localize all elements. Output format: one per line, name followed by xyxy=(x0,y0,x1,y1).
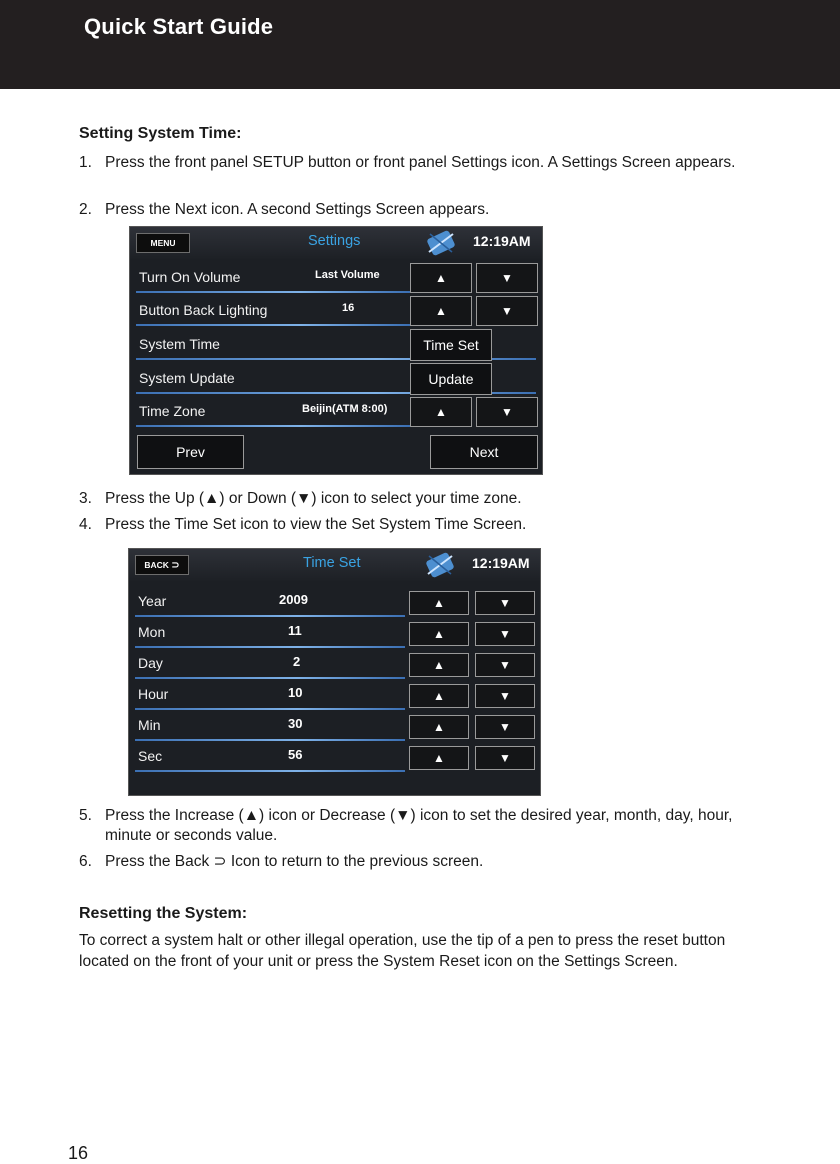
time-label: Hour xyxy=(138,686,169,702)
section-heading-resetting: Resetting the System: xyxy=(79,905,248,922)
back-label: BACK xyxy=(144,560,169,570)
setting-row-turn-on-volume xyxy=(130,263,542,293)
time-row-min xyxy=(129,711,540,741)
row-divider xyxy=(136,291,410,293)
page-number: 16 xyxy=(68,1143,89,1163)
increase-button[interactable]: ▲ xyxy=(409,653,469,677)
setting-label: Turn On Volume xyxy=(139,269,241,285)
row-divider xyxy=(136,425,410,427)
time-label: Mon xyxy=(138,624,166,640)
decrease-button[interactable]: ▼ xyxy=(475,653,535,677)
step-text: Press the Back ⊃ Icon to return to the previous screen. xyxy=(105,853,484,870)
decrease-button[interactable]: ▼ xyxy=(475,715,535,739)
setting-row-time-zone xyxy=(130,397,542,427)
setting-row-system-update xyxy=(130,364,542,394)
satellite-icon xyxy=(426,230,456,256)
step-number: 1. xyxy=(79,154,92,171)
reset-instructions: To correct a system halt or other illegal operation, use the tip of a pen to press the reset button located on the front of your unit or press the System Reset icon on the Settings Screen. xyxy=(79,932,726,970)
back-arrow-icon: ⊃ xyxy=(171,560,180,571)
setting-value: 16 xyxy=(342,302,355,314)
step-text: Press the front panel SETUP button or front panel Settings icon. A Settings Screen appears. xyxy=(105,154,736,171)
step-text: Press the Increase (▲) icon or Decrease (▼) icon to set the desired year, month, day, hour, minute or seconds value. xyxy=(105,807,733,844)
setting-value: Last Volume xyxy=(315,269,380,281)
down-arrow-button[interactable]: ▼ xyxy=(476,296,538,326)
decrease-button[interactable]: ▼ xyxy=(475,622,535,646)
row-divider xyxy=(135,615,405,617)
satellite-icon xyxy=(425,552,455,578)
time-value: 11 xyxy=(288,623,302,638)
step-1 xyxy=(79,153,779,193)
up-arrow-button[interactable]: ▲ xyxy=(410,397,472,427)
row-divider xyxy=(135,770,405,772)
time-set-button[interactable]: Time Set xyxy=(410,329,492,361)
step-number: 5. xyxy=(79,807,92,824)
decrease-button[interactable]: ▼ xyxy=(475,746,535,770)
time-label: Min xyxy=(138,717,161,733)
setting-value: Beijin(ATM 8:00) xyxy=(302,403,388,415)
decrease-button[interactable]: ▼ xyxy=(475,684,535,708)
increase-button[interactable]: ▲ xyxy=(409,684,469,708)
time-value: 10 xyxy=(288,685,303,700)
settings-screen xyxy=(129,226,543,475)
time-value: 2 xyxy=(293,654,301,669)
up-arrow-button[interactable]: ▲ xyxy=(410,296,472,326)
setting-label: Time Zone xyxy=(139,403,206,419)
time-set-screen xyxy=(128,548,541,796)
time-row-year xyxy=(129,587,540,617)
step-number: 2. xyxy=(79,201,92,218)
setting-label: Button Back Lighting xyxy=(139,302,268,318)
increase-button[interactable]: ▲ xyxy=(409,622,469,646)
time-value: 56 xyxy=(288,747,303,762)
step-text: Press the Up (▲) or Down (▼) icon to select your time zone. xyxy=(105,490,522,507)
step-number: 4. xyxy=(79,516,92,533)
page-header xyxy=(0,0,840,89)
down-arrow-button[interactable]: ▼ xyxy=(476,263,538,293)
clock-display: 12:19AM xyxy=(472,555,530,571)
time-row-mon xyxy=(129,618,540,648)
menu-button[interactable]: MENU xyxy=(136,233,190,253)
step-5 xyxy=(79,806,779,846)
back-button[interactable] xyxy=(135,555,189,575)
time-label: Year xyxy=(138,593,167,609)
clock-display: 12:19AM xyxy=(473,233,531,249)
step-number: 3. xyxy=(79,490,92,507)
screen-title: Time Set xyxy=(303,555,361,571)
time-value: 30 xyxy=(288,716,303,731)
up-arrow-button[interactable]: ▲ xyxy=(410,263,472,293)
prev-button[interactable]: Prev xyxy=(137,435,244,469)
row-divider xyxy=(136,324,410,326)
step-text: Press the Time Set icon to view the Set System Time Screen. xyxy=(105,516,527,533)
setting-row-button-back-lighting xyxy=(130,296,542,326)
time-row-hour xyxy=(129,680,540,710)
step-number: 6. xyxy=(79,853,92,870)
setting-row-system-time xyxy=(130,330,542,360)
step-text: Press the Next icon. A second Settings Screen appears. xyxy=(105,201,490,218)
time-row-day xyxy=(129,649,540,679)
setting-label: System Update xyxy=(139,370,235,386)
row-divider xyxy=(135,739,405,741)
row-divider xyxy=(135,646,405,648)
time-value: 2009 xyxy=(279,592,308,607)
down-arrow-button[interactable]: ▼ xyxy=(476,397,538,427)
row-divider xyxy=(135,708,405,710)
header-title: Quick Start Guide xyxy=(84,14,274,39)
setting-label: System Time xyxy=(139,336,220,352)
row-divider xyxy=(135,677,405,679)
increase-button[interactable]: ▲ xyxy=(409,591,469,615)
time-label: Sec xyxy=(138,748,163,764)
next-button[interactable]: Next xyxy=(430,435,538,469)
update-button[interactable]: Update xyxy=(410,363,492,395)
time-row-sec xyxy=(129,742,540,772)
increase-button[interactable]: ▲ xyxy=(409,746,469,770)
increase-button[interactable]: ▲ xyxy=(409,715,469,739)
section-heading-system-time: Setting System Time: xyxy=(79,125,242,142)
decrease-button[interactable]: ▼ xyxy=(475,591,535,615)
screen-title: Settings xyxy=(308,233,361,249)
time-label: Day xyxy=(138,655,163,671)
